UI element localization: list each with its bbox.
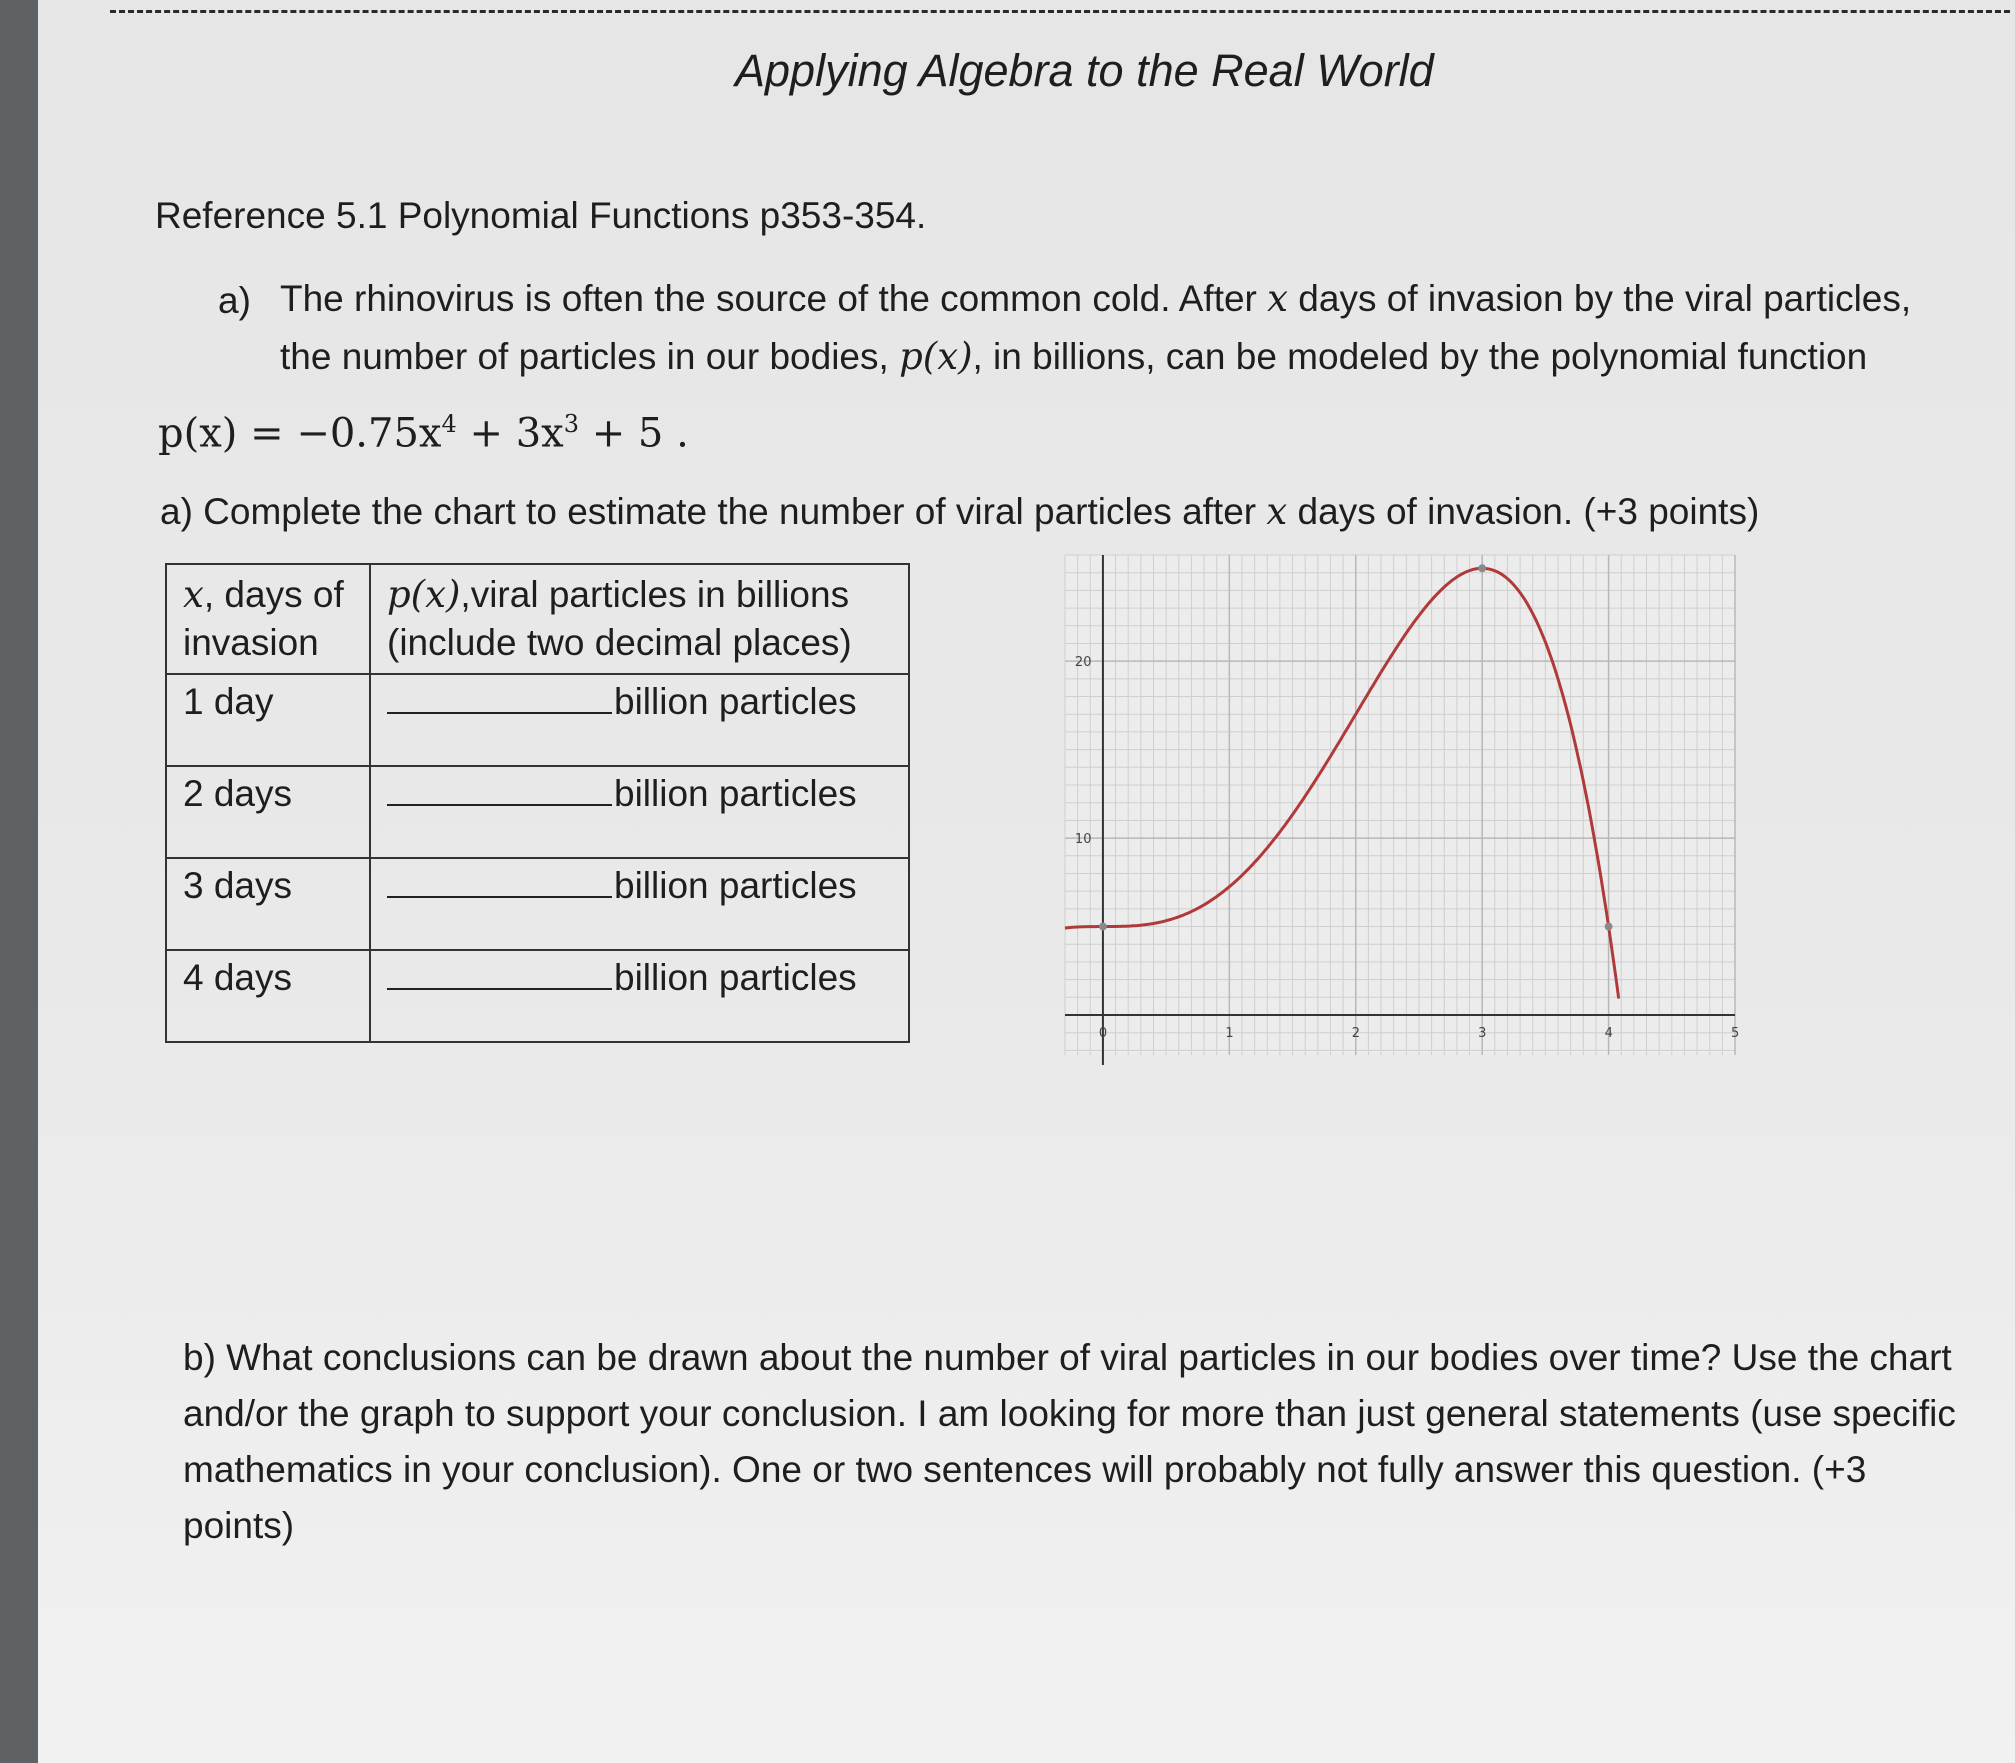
question-b: b) What conclusions can be drawn about the number of viral particles in our bodies over time? Use the chart and/or the graph to support your conclusion. I am looking for more than just general statements (use specific mathematics in your conclusion). One or two sentences will probably not fully answer this question. (+3 points) — [183, 1337, 1956, 1546]
answer-cell — [370, 858, 909, 950]
question-a-text-1: a) Complete the chart to estimate the number of viral particles after — [160, 491, 1267, 532]
table-row — [166, 766, 909, 858]
part-a-text-3: , in billions, can be modeled by the polynomial function — [972, 336, 1868, 377]
question-a-text-2: days of invasion. (+3 points) — [1287, 491, 1760, 532]
polynomial-formula — [158, 410, 689, 456]
values-table — [165, 563, 910, 1043]
curve-point — [1605, 923, 1613, 931]
header-days-text: , days of invasion — [183, 574, 344, 663]
answer-blank[interactable] — [387, 896, 612, 898]
formula-exponent-3: 3 — [563, 410, 579, 438]
header-particles — [370, 564, 909, 674]
x-tick-label: 5 — [1731, 1026, 1740, 1041]
part-a-text-2: days of invasion by the viral particles, the number of particles in our bodies, — [280, 278, 1912, 377]
variable-x: x — [1267, 277, 1289, 320]
x-tick-label: 0 — [1098, 1026, 1108, 1041]
y-tick-label: 10 — [1074, 832, 1092, 848]
curve-point — [1099, 923, 1107, 931]
answer-blank[interactable] — [387, 804, 612, 806]
answer-cell — [370, 950, 909, 1042]
variable-px: p(x) — [899, 335, 973, 378]
answer-blank[interactable] — [387, 712, 612, 714]
reference-line: Reference 5.1 Polynomial Functions p353-354. — [155, 195, 927, 236]
formula-mid: + 3x — [456, 410, 564, 457]
y-tick-label: 20 — [1074, 655, 1092, 671]
answer-cell — [370, 674, 909, 766]
header-days — [166, 564, 370, 674]
table-header-row — [166, 564, 909, 674]
day-cell: 4 days — [166, 950, 370, 1042]
part-a-label: a) — [218, 280, 251, 321]
header-x: x — [183, 573, 204, 616]
formula-rhs: + 5 . — [578, 410, 689, 457]
header-px: p(x) — [387, 573, 461, 616]
day-cell: 3 days — [166, 858, 370, 950]
header-particles-text: ,viral particles in billions (include two decimal places) — [387, 574, 852, 663]
part-a-text-1: The rhinovirus is often the source of the common cold. After — [280, 278, 1268, 319]
polynomial-graph — [1055, 545, 1745, 1075]
day-cell: 2 days — [166, 766, 370, 858]
unit-label: billion particles — [614, 773, 857, 814]
x-tick-label: 1 — [1225, 1026, 1234, 1041]
answer-cell — [370, 766, 909, 858]
question-a — [160, 490, 1759, 533]
x-tick-label: 2 — [1351, 1026, 1361, 1041]
cut-line — [110, 10, 2010, 13]
answer-blank[interactable] — [387, 988, 612, 990]
formula-lhs: p(x) = −0.75x — [158, 410, 442, 457]
curve-point — [1478, 564, 1486, 572]
table-row — [166, 674, 909, 766]
x-tick-label: 3 — [1478, 1026, 1487, 1041]
question-a-variable-x: x — [1266, 490, 1288, 533]
unit-label: billion particles — [614, 957, 857, 998]
page-title: Applying Algebra to the Real World — [735, 45, 1434, 96]
x-tick-label: 4 — [1604, 1026, 1613, 1041]
table-row — [166, 858, 909, 950]
part-a-paragraph — [280, 270, 1940, 386]
table-row — [166, 950, 909, 1042]
unit-label: billion particles — [614, 681, 857, 722]
day-cell: 1 day — [166, 674, 370, 766]
unit-label: billion particles — [614, 865, 857, 906]
formula-exponent-4: 4 — [441, 410, 457, 438]
